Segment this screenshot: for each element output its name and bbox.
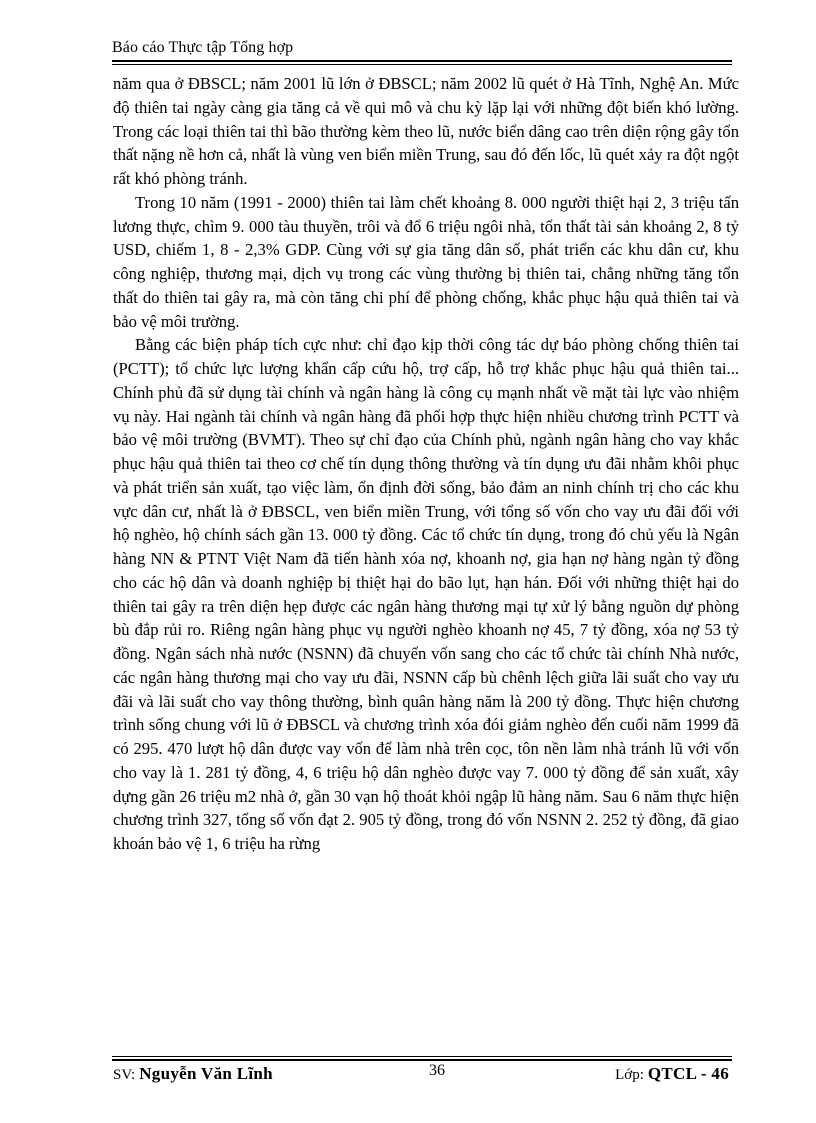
header-title: Báo cáo Thực tập Tổng hợp bbox=[112, 39, 294, 56]
class-code: QTCL - 46 bbox=[647, 1064, 729, 1083]
body-text bbox=[113, 72, 739, 856]
header-rule-top bbox=[112, 60, 732, 62]
footer-student bbox=[113, 1064, 273, 1084]
page-footer bbox=[113, 1060, 733, 1084]
paragraph-3: Bằng các biện pháp tích cực như: chỉ đạo kịp thời công tác dự báo phòng chống thiên tai (PCTT); tổ chức lực lượng khẩn cấp cứu hộ, trợ cấp, hỗ trợ khắc phục hậu quả thiên tai... Chính phủ đã sử dụng tài chính và ngân hàng là công cụ mạnh nhất về mặt tài lực vào nhiệm vụ này. Hai ngành tài chính và ngân hàng đã phối hợp thực hiện nhiều chương trình PCTT và bảo vệ môi trường (BVMT). Theo sự chỉ đạo của Chính phủ, ngành ngân hàng cho vay khắc phục hậu quả thiên tai theo cơ chế tín dụng thông thường và tín dụng ưu đãi nhằm khôi phục và phát triển sản xuất, tạo việc làm, ổn định đời sống, bảo đảm an ninh chính trị cho các khu vực dân cư, nhất là ở ĐBSCL, ven biển miền Trung, với tổng số vốn cho vay ưu đãi đối với hộ nghèo, hộ chính sách gần 13. 000 tỷ đồng. Các tổ chức tín dụng, trong đó chủ yếu là Ngân hàng NN & PTNT Việt Nam đã tiến hành xóa nợ, khoanh nợ, gia hạn nợ hàng ngàn tỷ đồng cho các hộ dân và doanh nghiệp bị thiệt hại do bão lụt, hạn hán. Đối với những thiệt hại do thiên tai gây ra trên diện hẹp được các ngân hàng thương mại tự xử lý bằng nguồn dự phòng bù đắp rủi ro. Riêng ngân hàng phục vụ người nghèo khoanh nợ 45, 7 tỷ đồng, xóa nợ 53 tỷ đồng. Ngân sách nhà nước (NSNN) đã chuyển vốn sang cho các tổ chức tài chính Nhà nước, các ngân hàng thương mại cho vay ưu đãi, NSNN cấp bù chênh lệch giữa lãi suất cho vay ưu đãi và lãi suất cho vay thông thường, bình quân hàng năm là 200 tỷ đồng. Thực hiện chương trình sống chung với lũ ở ĐBSCL và chương trình xóa đói giảm nghèo đến cuối năm 1999 đã có 295. 470 lượt hộ dân được vay vốn để làm nhà trên cọc, tôn nền làm nhà tránh lũ với vốn cho vay là 1. 281 tỷ đồng, 4, 6 triệu hộ dân nghèo được vay 7. 000 tỷ đồng để sản xuất, xây dựng gần 26 triệu m2 nhà ở, gần 30 vạn hộ thoát khỏi ngập lũ hàng năm. Sau 6 năm thực hiện chương trình 327, tổng số vốn đạt 2. 905 tỷ đồng, trong đó vốn NSNN 2. 252 tỷ đồng, đã giao khoán bảo vệ 1, 6 triệu ha rừng bbox=[113, 335, 739, 853]
footer-rule-top bbox=[112, 1056, 732, 1057]
footer-class bbox=[615, 1064, 729, 1084]
lop-label: Lớp: bbox=[615, 1067, 644, 1083]
page-header bbox=[112, 38, 732, 58]
header-rule-bottom bbox=[112, 64, 732, 65]
paragraph-1: năm qua ở ĐBSCL; năm 2001 lũ lớn ở ĐBSCL; năm 2002 lũ quét ở Hà Tĩnh, Nghệ An. Mức độ thiên tai ngày càng gia tăng cả về qui mô và chu kỳ lặp lại với những đột biến khó lường. Trong các loại thiên tai thì bão thường kèm theo lũ, nước biển dâng cao trên diện rộng gây tổn thất nặng nề hơn cả, nhất là vùng ven biển miền Trung, sau đó đến lốc, lũ quét xảy ra đột ngột rất khó phòng tránh. bbox=[113, 74, 739, 188]
student-name: Nguyễn Văn Lĩnh bbox=[139, 1064, 273, 1083]
page-number: 36 bbox=[429, 1062, 445, 1079]
sv-label: SV: bbox=[113, 1067, 136, 1083]
paragraph-2: Trong 10 năm (1991 - 2000) thiên tai làm chết khoảng 8. 000 người thiệt hại 2, 3 triệu tấn lương thực, chìm 9. 000 tàu thuyền, trôi và đổ 6 triệu ngôi nhà, tổn thất tài sản khoảng 2, 8 tỷ USD, chiếm 1, 8 - 2,3% GDP. Cùng với sự gia tăng dân số, phát triển các khu dân cư, khu công nghiệp, thương mại, dịch vụ trong các vùng thường bị thiên tai, chẳng những tăng tổn thất do thiên tai gây ra, mà còn tăng chi phí để phòng chống, khắc phục hậu quả thiên tai và bảo vệ môi trường. bbox=[113, 192, 739, 331]
